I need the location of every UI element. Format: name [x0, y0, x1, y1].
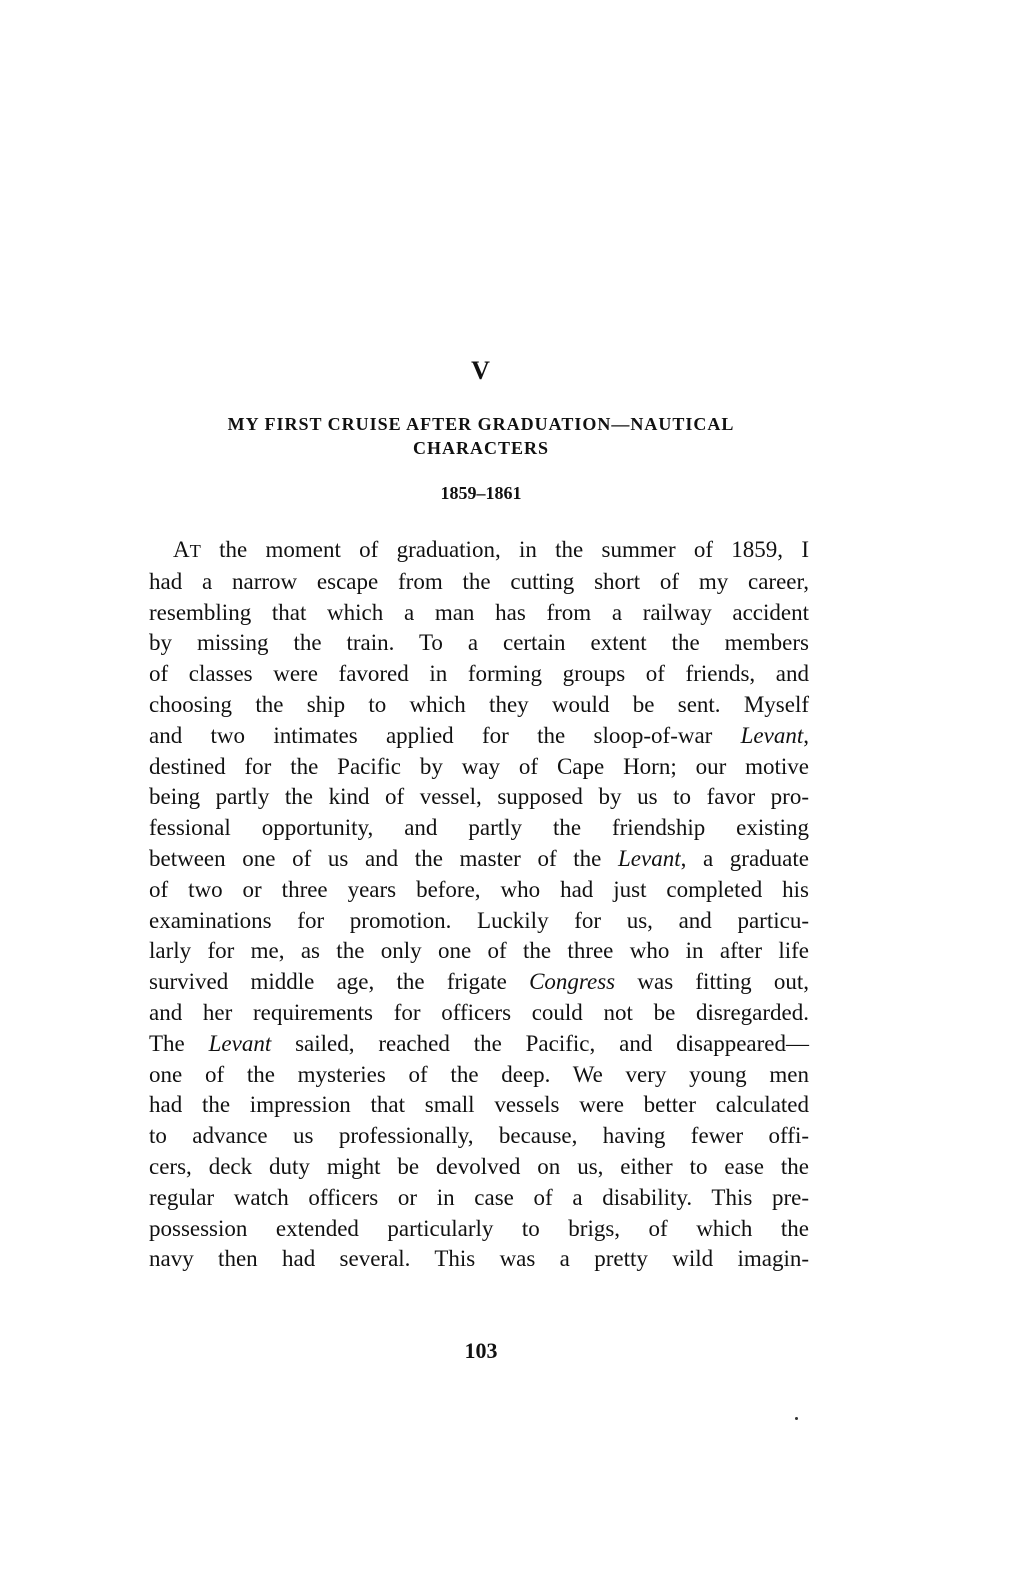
body-line: survived middle age, the frigate Congress was fitting out,: [149, 969, 809, 995]
body-line: had the impression that small vessels were better calculated: [149, 1092, 809, 1118]
body-line: by missing the train. To a certain extent the members: [149, 630, 809, 656]
body-line: had a narrow escape from the cutting short of my career,: [149, 568, 809, 594]
scan-speck: [795, 1417, 798, 1420]
body-line: fessional opportunity, and partly the friendship existing: [149, 815, 809, 841]
body-line: navy then had several. This was a pretty wild imagin-: [149, 1246, 809, 1272]
chapter-number: V: [471, 356, 491, 385]
body-line: choosing the ship to which they would be sent. Myself: [149, 691, 809, 717]
body-line: being partly the kind of vessel, supposed by us to favor pro-: [149, 784, 809, 810]
body-line: resembling that which a man has from a railway accident: [149, 599, 809, 625]
body-line: of two or three years before, who had just completed his: [149, 876, 809, 902]
body-line: destined for the Pacific by way of Cape Horn; our motive: [149, 753, 809, 779]
body-line: of classes were favored in forming groups of friends, and: [149, 661, 809, 687]
body-paragraph: [149, 535, 809, 1275]
body-line: between one of us and the master of the Levant, a graduate: [149, 845, 809, 871]
chapter-title: [0, 412, 962, 460]
body-line: cers, deck duty might be devolved on us, either to ease the: [149, 1153, 809, 1179]
chapter-title-line-1: MY FIRST CRUISE AFTER GRADUATION—NAUTICAL: [227, 414, 735, 434]
body-line: and two intimates applied for the sloop-of-war Levant,: [149, 722, 809, 748]
body-line: regular watch officers or in case of a disability. This pre-: [149, 1184, 809, 1210]
body-line: examinations for promotion. Luckily for us, and particu-: [149, 907, 809, 933]
page-number: 103: [464, 1338, 498, 1363]
body-line: larly for me, as the only one of the three who in after life: [149, 938, 809, 964]
body-line: to advance us professionally, because, having fewer offi-: [149, 1123, 809, 1149]
chapter-dates: 1859–1861: [440, 483, 522, 503]
body-line: and her requirements for officers could not be disregarded.: [149, 999, 809, 1025]
body-line: AT the moment of graduation, in the summer of 1859, I: [173, 537, 809, 562]
body-line: one of the mysteries of the deep. We very young men: [149, 1061, 809, 1087]
body-line: The Levant sailed, reached the Pacific, and disappeared—: [149, 1030, 810, 1056]
body-line: possession extended particularly to brigs, of which the: [149, 1215, 809, 1241]
chapter-title-line-2: CHARACTERS: [412, 438, 550, 458]
